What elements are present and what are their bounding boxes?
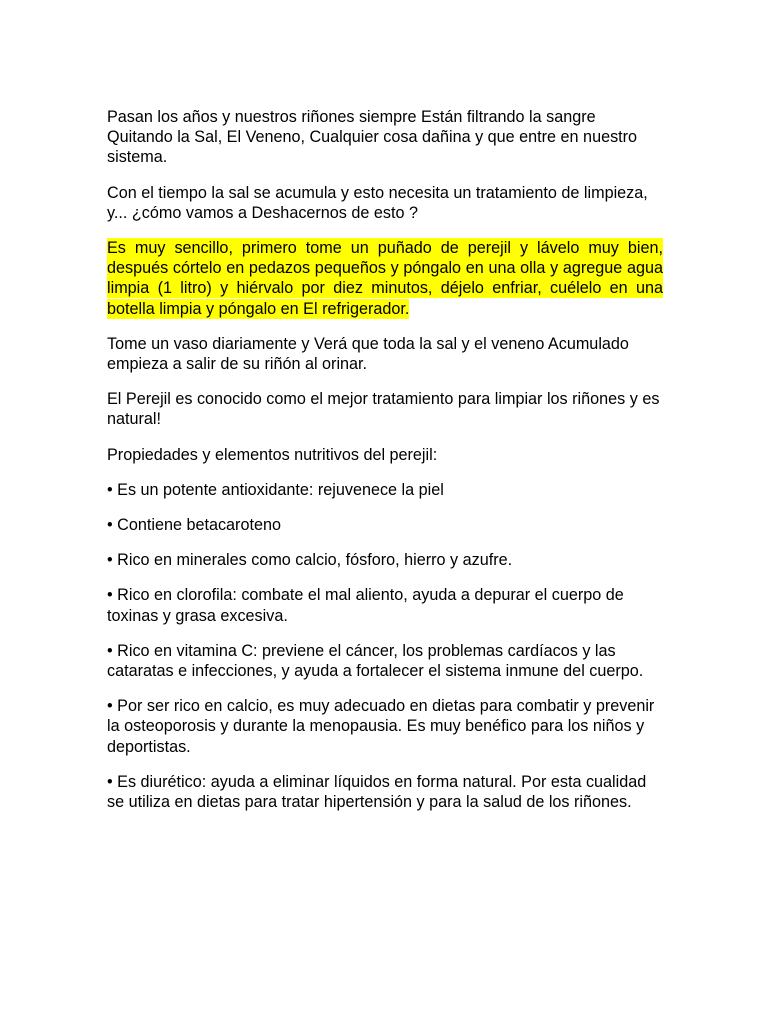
list-item: • Es un potente antioxidante: rejuvenece la piel bbox=[107, 480, 444, 499]
list-item: • Contiene betacaroteno bbox=[107, 516, 281, 535]
list-item: • Rico en vitamina C: previene el cáncer, los problemas cardíacos y las cataratas e infecciones, y ayuda a fortalecer el sistema inmune del cuerpo. bbox=[107, 641, 644, 681]
list-item: • Es diurético: ayuda a eliminar líquidos en forma natural. Por esta cualidad se utiliza en dietas para tratar hipertensión y para la salud de los riñones. bbox=[107, 772, 647, 812]
problem-paragraph: Con el tiempo la sal se acumula y esto necesita un tratamiento de limpieza, y... ¿cómo vamos a Deshacernos de esto ? bbox=[107, 183, 648, 222]
recipe-paragraph bbox=[107, 238, 663, 319]
list-item: • Por ser rico en calcio, es muy adecuado en dietas para combatir y prevenir la osteoporosis y durante la menopausia. Es muy benéfico para los niños y deportistas. bbox=[107, 697, 655, 756]
list-item: • Rico en clorofila: combate el mal aliento, ayuda a depurar el cuerpo de toxinas y grasa excesiva. bbox=[107, 586, 624, 625]
highlighted-recipe-text: Es muy sencillo, primero tome un puñado de perejil y lávelo muy bien, después córtelo en pedazos pequeños y póngalo en una olla y agregue agua limpia (1 litro) y hiérvalo por diez minutos, déjelo enfriar, cuélelo en una botella limpia y póngalo en El refrigerador. bbox=[107, 239, 663, 318]
benefit-paragraph: El Perejil es conocido como el mejor tratamiento para limpiar los riñones y es natural! bbox=[107, 390, 660, 429]
properties-heading: Propiedades y elementos nutritivos del perejil: bbox=[107, 445, 438, 464]
usage-paragraph: Tome un vaso diariamente y Verá que toda la sal y el veneno Acumulado empieza a salir de su riñón al orinar. bbox=[107, 334, 629, 374]
intro-paragraph: Pasan los años y nuestros riñones siempre Están filtrando la sangre Quitando la Sal, El Veneno, Cualquier cosa dañina y que entre en nuestro sistema. bbox=[107, 108, 638, 167]
list-item: • Rico en minerales como calcio, fósforo, hierro y azufre. bbox=[107, 551, 513, 570]
document-body bbox=[107, 107, 663, 827]
